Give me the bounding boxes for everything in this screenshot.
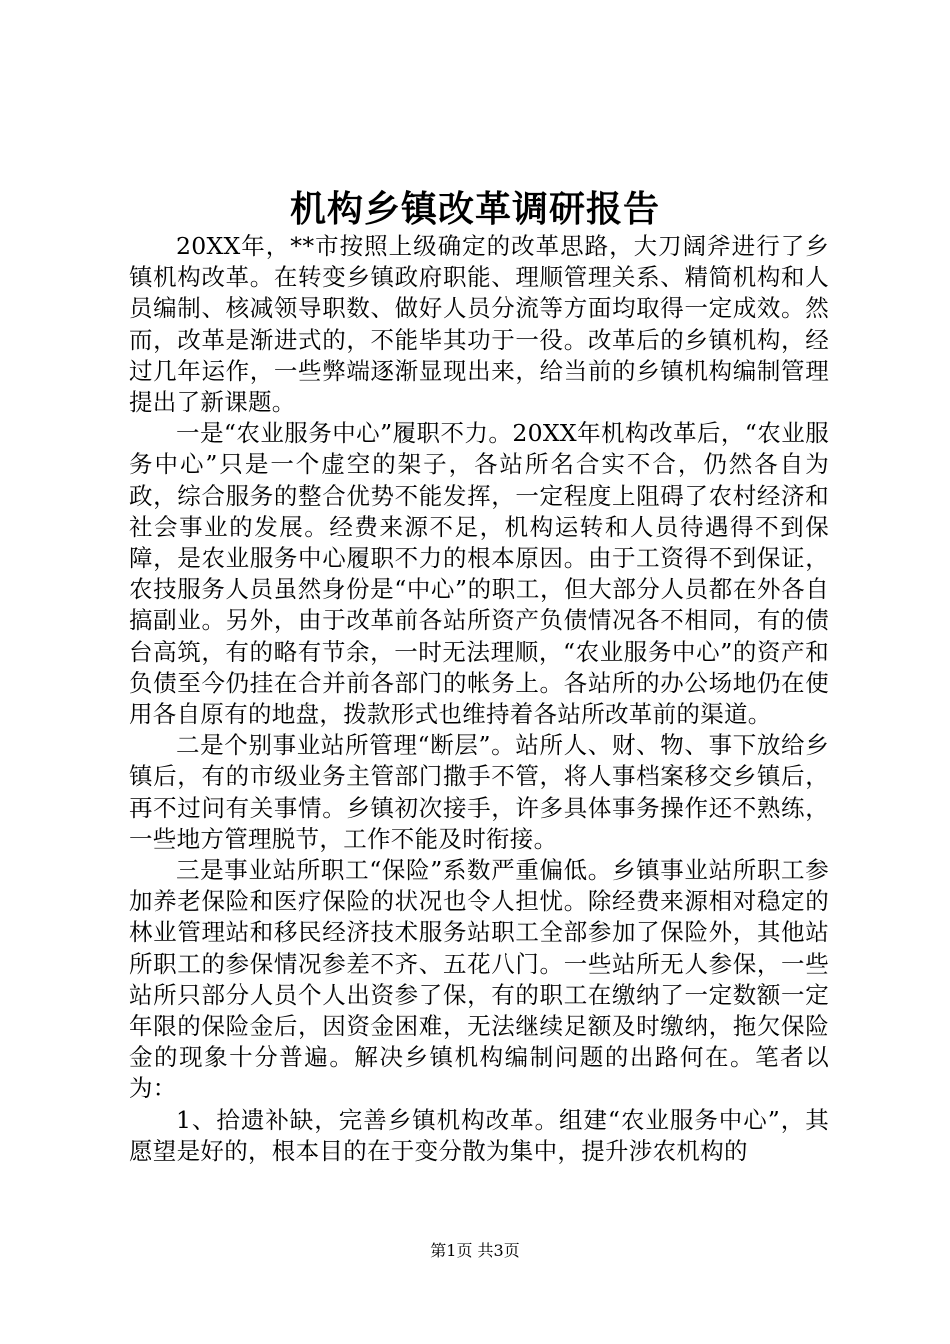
- paragraph-intro: 20XX年，**市按照上级确定的改革思路，大刀阔斧进行了乡镇机构改革。在转变乡镇政府职能、理顺管理关系、精简机构和人员编制、核减领导职数、做好人员分流等方面均取得一定成效。然而，改革是渐进式的，不能毕其功于一役。改革后的乡镇机构，经过几年运作，一些弊端逐渐显现出来，给当前的乡镇机构编制管理提出了新课题。: [129, 232, 829, 417]
- document-title: 机构乡镇改革调研报告: [289, 188, 660, 230]
- paragraph-issue-three: 三是事业站所职工“保险”系数严重偏低。乡镇事业站所职工参加养老保险和医疗保险的状况也令人担忧。除经费来源相对稳定的林业管理站和移民经济技术服务站职工全部参加了保险外，其他站所职工的参保情况参差不齐、五花八门。一些站所无人参保，一些站所只部分人员个人出资参了保，有的职工在缴纳了一定数额一定年限的保险金后，因资金困难，无法继续足额及时缴纳，拖欠保险金的现象十分普遍。解决乡镇机构编制问题的出路何在。笔者以为：: [129, 856, 829, 1103]
- paragraph-issue-one: 一是“农业服务中心”履职不力。20XX年机构改革后，“农业服务中心”只是一个虚空的架子，各站所名合实不合，仍然各自为政，综合服务的整合优势不能发挥，一定程度上阻碍了农村经济和社会事业的发展。经费来源不足，机构运转和人员待遇得不到保障，是农业服务中心履职不力的根本原因。由于工资得不到保证，农技服务人员虽然身份是“中心”的职工，但大部分人员都在外各自搞副业。另外，由于改革前各站所资产负债情况各不相同，有的债台高筑，有的略有节余，一时无法理顺，“农业服务中心”的资产和负债至今仍挂在合并前各部门的帐务上。各站所的办公场地仍在使用各自原有的地盘，拨款形式也维持着各站所改革前的渠道。: [129, 419, 829, 729]
- page-footer: 第1页 共3页: [430, 1241, 520, 1260]
- paragraph-solution-one: 1、拾遗补缺，完善乡镇机构改革。组建“农业服务中心”，其愿望是好的，根本目的在于变分散为集中，提升涉农机构的: [129, 1105, 829, 1165]
- document-body: [129, 231, 829, 1167]
- paragraph-issue-two: 二是个别事业站所管理“断层”。站所人、财、物、事下放给乡镇后，有的市级业务主管部门撒手不管，将人事档案移交乡镇后，再不过问有关事情。乡镇初次接手，许多具体事务操作还不熟练，一些地方管理脱节，工作不能及时衔接。: [129, 731, 829, 853]
